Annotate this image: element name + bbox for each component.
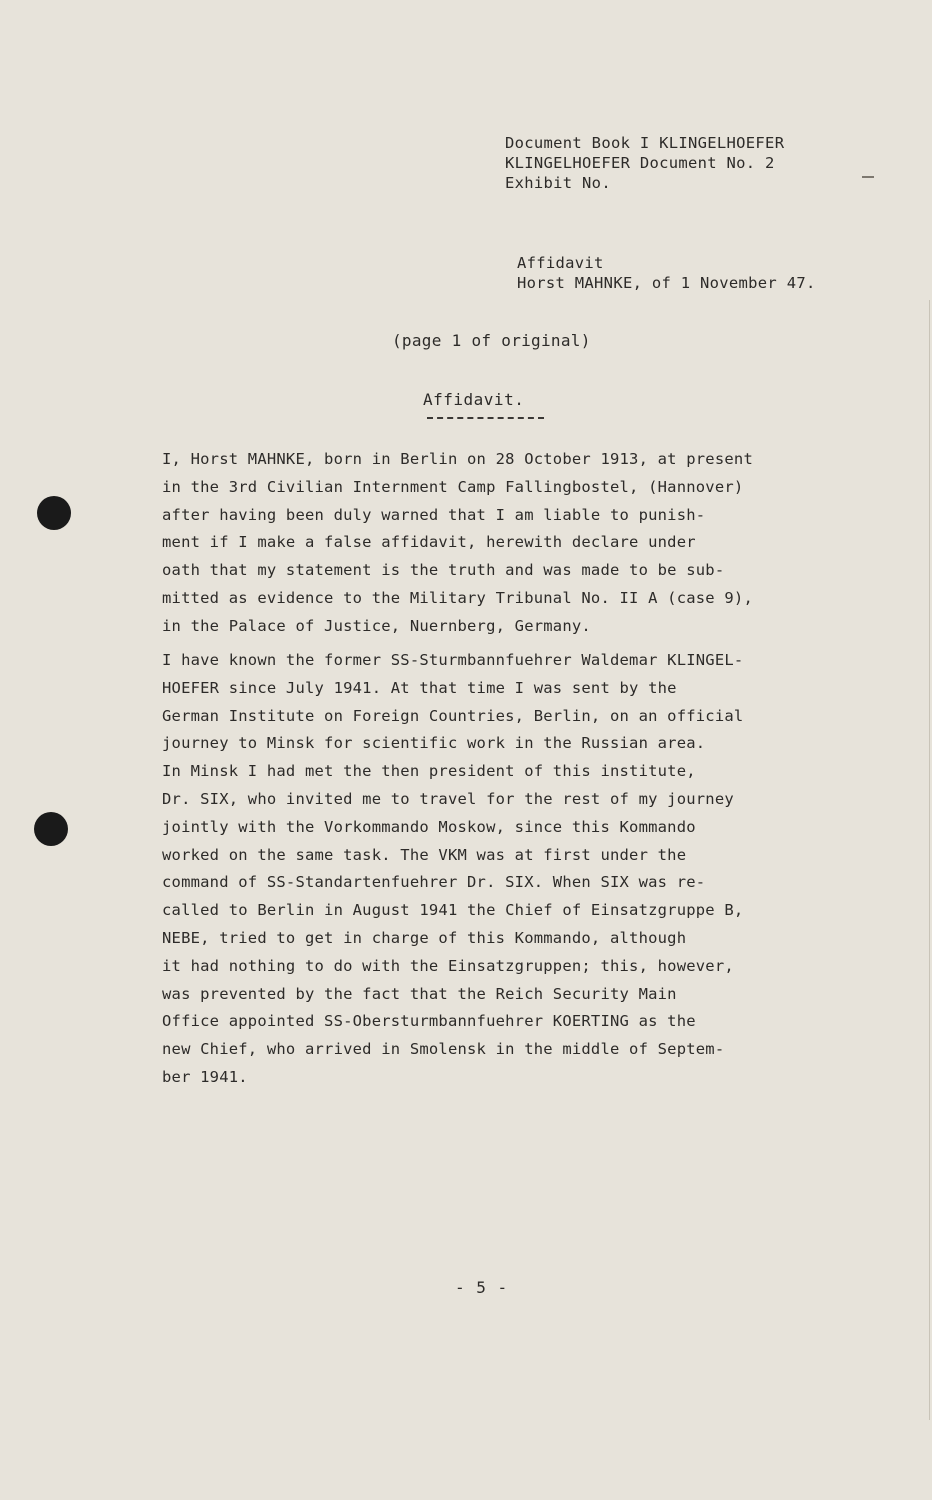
paragraph-line: journey to Minsk for scientific work in the Russian area. — [162, 734, 706, 753]
paragraph-line: called to Berlin in August 1941 the Chief of Einsatzgruppe B, — [162, 901, 744, 920]
page-edge-shadow — [929, 300, 930, 1420]
paragraph-line: Dr. SIX, who invited me to travel for the rest of my journey — [162, 789, 734, 808]
page-note: (page 1 of original) — [392, 331, 591, 350]
paragraph-line: ment if I make a false affidavit, herewith declare under — [162, 533, 696, 552]
paragraph-line: ber 1941. — [162, 1067, 248, 1086]
paragraph-line: command of SS-Standartenfuehrer Dr. SIX. When SIX was re- — [162, 873, 706, 892]
document-header — [505, 133, 784, 193]
affidavit-heading-label: Affidavit — [517, 254, 604, 272]
punch-hole-bottom — [34, 812, 68, 846]
title-underline — [427, 417, 544, 419]
paragraph-line: I, Horst MAHNKE, born in Berlin on 28 October 1913, at present — [162, 450, 753, 468]
paragraph-line: after having been duly warned that I am liable to punish- — [162, 505, 706, 524]
paragraph-line: In Minsk I had met the then president of this institute, — [162, 762, 696, 781]
paragraph-declaration — [162, 446, 892, 641]
paragraph-line: German Institute on Foreign Countries, Berlin, on an official — [162, 706, 744, 725]
header-line-document-book: Document Book I KLINGELHOEFER — [505, 134, 785, 152]
paragraph-line: was prevented by the fact that the Reich Security Main — [162, 984, 677, 1003]
pencil-mark — [862, 176, 874, 178]
paragraph-line: oath that my statement is the truth and was made to be sub- — [162, 561, 725, 580]
affidavit-heading-author: Horst MAHNKE, of 1 November 47. — [517, 274, 816, 292]
paragraph-line: in the Palace of Justice, Nuernberg, Germany. — [162, 616, 591, 635]
paragraph-line: Office appointed SS-Obersturmbannfuehrer KOERTING as the — [162, 1012, 696, 1031]
paragraph-line: jointly with the Vorkommando Moskow, since this Kommando — [162, 817, 696, 836]
header-line-document-no: KLINGELHOEFER Document No. 2 — [505, 154, 775, 172]
paragraph-line: HOEFER since July 1941. At that time I was sent by the — [162, 678, 677, 697]
punch-hole-top — [37, 496, 71, 530]
paragraph-line: mitted as evidence to the Military Tribunal No. II A (case 9), — [162, 588, 753, 607]
paragraph-line: I have known the former SS-Sturmbannfuehrer Waldemar KLINGEL- — [162, 651, 744, 669]
page-number: - 5 - — [455, 1278, 509, 1297]
paragraph-testimony — [162, 647, 892, 1092]
paragraph-line: in the 3rd Civilian Internment Camp Fallingbostel, (Hannover) — [162, 477, 744, 496]
paragraph-line: it had nothing to do with the Einsatzgruppen; this, however, — [162, 956, 734, 975]
paragraph-line: NEBE, tried to get in charge of this Kommando, although — [162, 928, 687, 947]
header-line-exhibit-no: Exhibit No. — [505, 174, 611, 192]
affidavit-heading — [517, 253, 816, 293]
affidavit-title: Affidavit. — [423, 390, 525, 409]
paragraph-line: worked on the same task. The VKM was at first under the — [162, 845, 687, 864]
paragraph-line: new Chief, who arrived in Smolensk in the middle of Septem- — [162, 1040, 725, 1059]
